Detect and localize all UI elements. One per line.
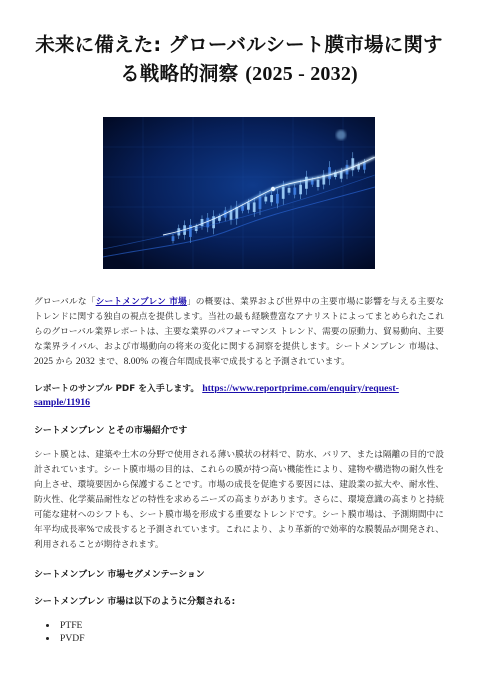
year-to: 2032 [75, 357, 95, 367]
candle-body [328, 167, 331, 179]
candle-body [299, 185, 302, 195]
market-link[interactable]: シートメンブレン 市場 [95, 297, 187, 307]
list-item: • PVDF [58, 633, 444, 646]
candle-body [247, 203, 250, 210]
title-line2: る戦略的洞察 [120, 62, 246, 85]
intro-mid1: から [53, 357, 76, 367]
section-heading-segmentation: シートメンブレン 市場セグメンテーション [34, 570, 205, 580]
title-line1: 未来に備えた: グローバルシート膜市場に関す [35, 33, 443, 56]
sample-request [34, 382, 444, 410]
intro-prefix: グローバルな「 [34, 297, 96, 307]
intro-mid2: まで、 [94, 357, 124, 367]
section-body-intro: シート膜とは、建築や土木の分野で使用される薄い膜状の材料で、防水、バリア、または隔離の目的で設計されています。シート膜市場の目的は、これらの膜が持つ高い機能性により、建物や構造物の耐久性を向上させ、環境要因から保護することです。市場の成長を促進する要因には、建設業の拡大や、耐水性、防火性、化学薬品耐性などの特性を求めるニーズの高まりがあります。さらに、環境意識の高まりと持続可能な建材へのシフトも、シート膜市場を形成する重要なトレンドです。シート膜市場は、予測期間中に年平均成長率%で成長すると予測されています。これにより、より革新的で効率的な膜製品が開発され、利用されることが期待されます。 [34, 450, 444, 550]
sample-label: レポートのサンプル PDF を入手します。 [34, 384, 200, 394]
candle-body [259, 197, 262, 209]
cagr-value: 8.00% [123, 357, 149, 367]
candle-body [264, 197, 267, 202]
candle-body [293, 188, 296, 195]
candle-body [311, 180, 314, 185]
type-list [34, 620, 444, 645]
year-from: 2025 [34, 357, 53, 367]
page-title [34, 0, 444, 89]
candle-body [253, 202, 256, 212]
sample-link[interactable]: https://www.reportprime.com/enquiry/request-sample/11916 [34, 383, 399, 408]
section-heading-intro: シートメンブレン とその市場紹介です [34, 426, 188, 436]
title-years: (2025 - 2032) [245, 63, 358, 85]
hero-chart-image [103, 117, 375, 269]
candle-body [241, 206, 244, 211]
candle-body [172, 236, 175, 241]
candle-body [317, 180, 320, 187]
candle-body [305, 177, 308, 189]
candle-body [276, 194, 279, 204]
intro-paragraph [34, 295, 444, 370]
intro-body: 」の概要は、業界および世界中の主要市場に影響を与える主要なトレンドに関する独自の視点を提供します。当社の最も経験豊富なアナリストによってまとめられたこれらのグローバル業界レポートは、主要な業界のパフォーマンス トレンド、需要の原動力、貿易動向、主要な業界ライバル、および市場動向の将来の変化に関する洞察を提供します。シートメンブレン 市場は、 [34, 297, 445, 352]
candle-body [270, 195, 273, 202]
candle-body [288, 188, 291, 193]
candle-body [282, 187, 285, 199]
intro-suffix: の複合年間成長率で成長すると予測されています。 [148, 357, 350, 367]
section-heading-types: シートメンブレン 市場は以下のように分類される: [34, 597, 236, 607]
list-item: • PTFE [58, 620, 444, 633]
